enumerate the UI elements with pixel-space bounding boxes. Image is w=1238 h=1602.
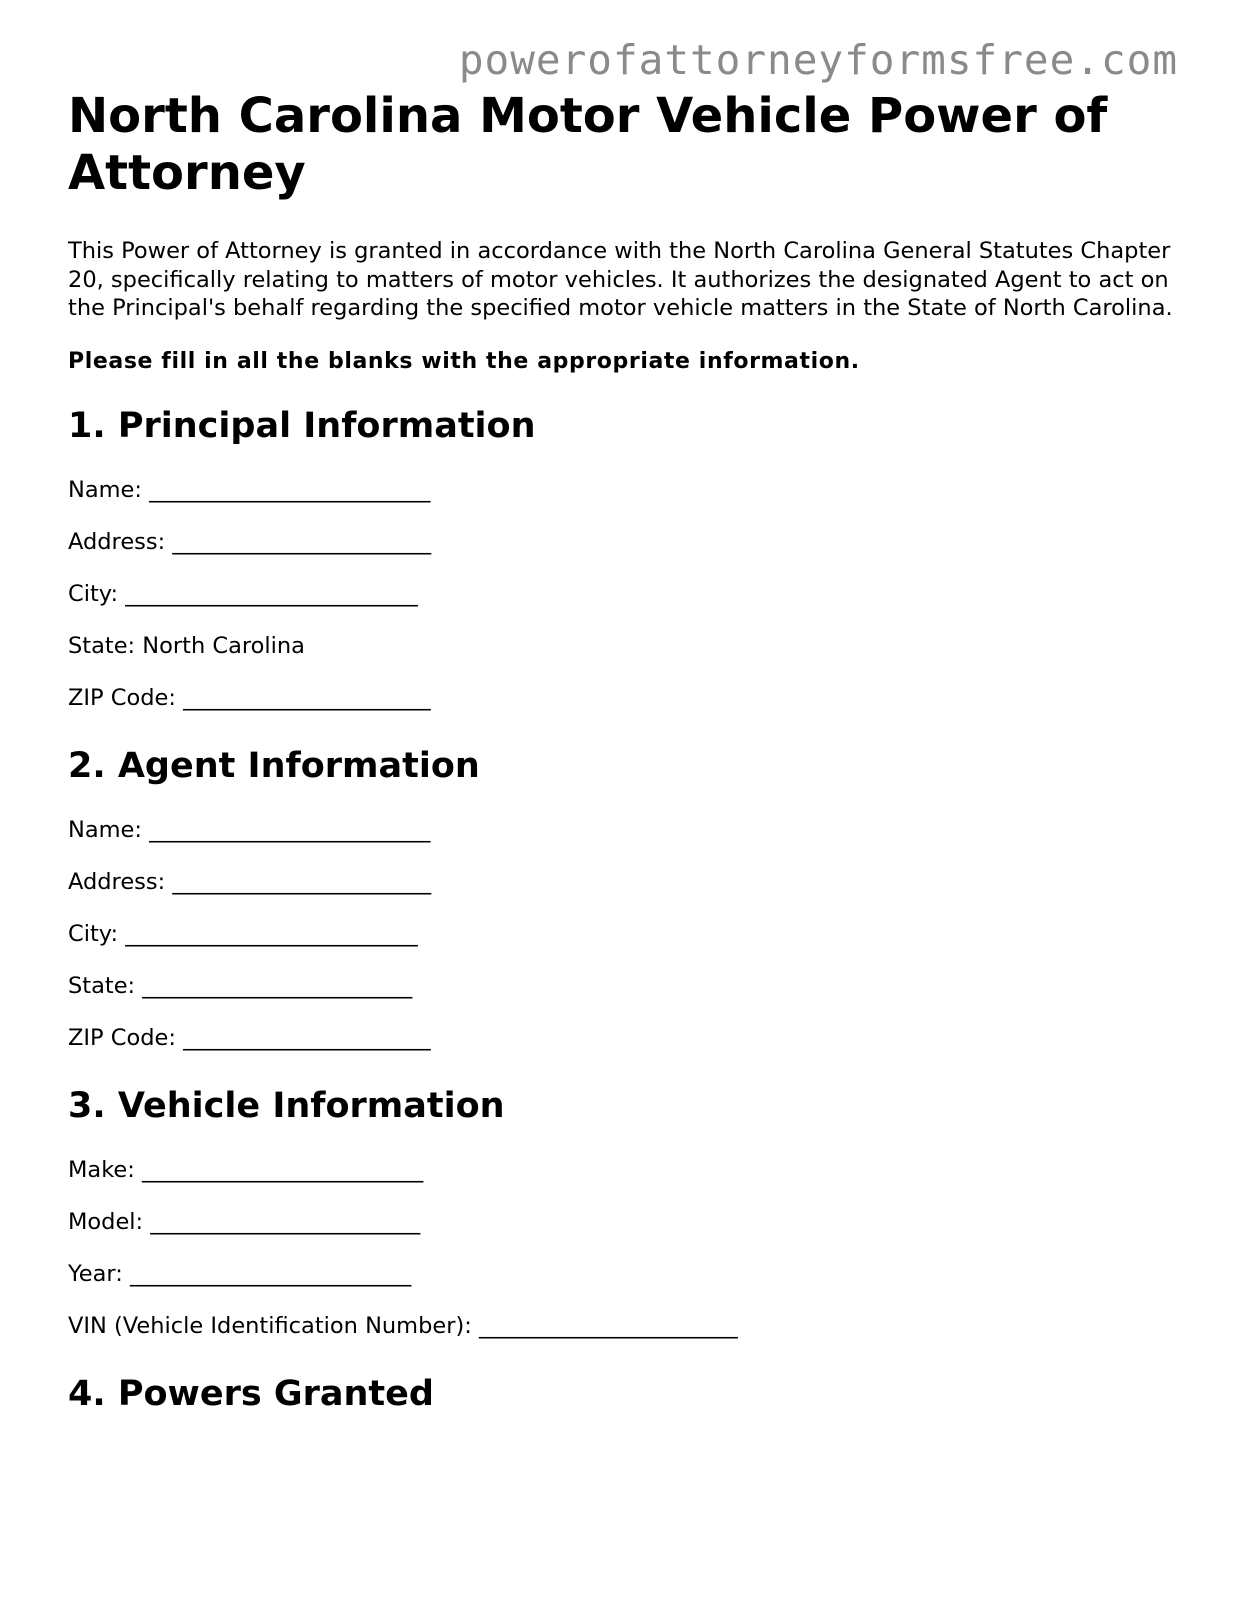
watermark: powerofattorneyformsfree.com	[458, 36, 1178, 84]
agent-name-field[interactable]: Name: _________________________	[68, 816, 431, 843]
powers-section	[68, 1374, 1178, 1414]
vehicle-year-field[interactable]: Year: _________________________	[68, 1260, 412, 1287]
principal-zip-field[interactable]: ZIP Code: ______________________	[68, 684, 431, 711]
vehicle-heading: 3. Vehicle Information	[68, 1085, 505, 1126]
principal-name-field[interactable]: Name: _________________________	[68, 476, 431, 503]
principal-section	[68, 406, 1178, 712]
principal-state-field: State: North Carolina	[68, 632, 305, 659]
document-page	[68, 88, 1178, 1444]
document-title: North Carolina Motor Vehicle Power of Attorney	[68, 88, 1108, 201]
agent-address-field[interactable]: Address: _______________________	[68, 868, 432, 895]
agent-state-field[interactable]: State: ________________________	[68, 972, 413, 999]
agent-heading: 2. Agent Information	[68, 745, 480, 786]
vehicle-model-field[interactable]: Model: ________________________	[68, 1208, 421, 1235]
agent-zip-field[interactable]: ZIP Code: ______________________	[68, 1024, 431, 1051]
principal-address-field[interactable]: Address: _______________________	[68, 528, 432, 555]
principal-city-field[interactable]: City: __________________________	[68, 580, 418, 607]
vehicle-section	[68, 1086, 1178, 1340]
vehicle-vin-field[interactable]: VIN (Vehicle Identification Number): _______________________	[68, 1312, 738, 1339]
principal-heading: 1. Principal Information	[68, 405, 536, 446]
fill-instruction: Please fill in all the blanks with the appropriate information.	[68, 348, 860, 374]
agent-section	[68, 746, 1178, 1052]
agent-city-field[interactable]: City: __________________________	[68, 920, 418, 947]
vehicle-make-field[interactable]: Make: _________________________	[68, 1156, 424, 1183]
powers-heading: 4. Powers Granted	[68, 1373, 434, 1414]
intro-paragraph: This Power of Attorney is granted in accordance with the North Carolina General Statutes Chapter 20, specifically relating to matters of motor vehicles. It authorizes the designated Agent to act on the Principal's behalf regarding the specified motor vehicle matters in the State of North Carolina.	[68, 238, 1173, 321]
